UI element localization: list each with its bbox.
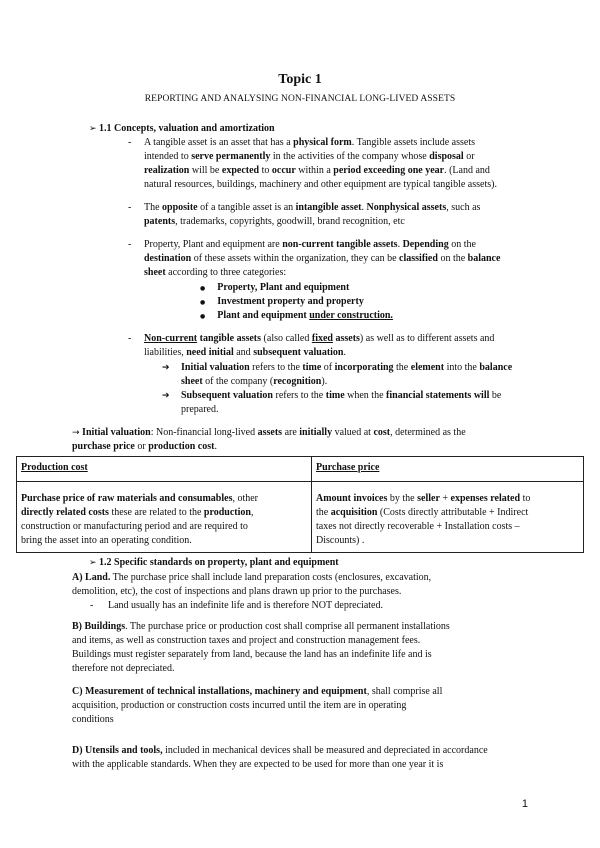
paragraph-line: patents, trademarks, copyrights, goodwill, brand recognition, etc xyxy=(144,216,405,227)
paragraph-line: sheet of the company (recognition). xyxy=(181,376,328,387)
paragraph-line: Non-current tangible assets (also called fixed assets) as well as to different assets and xyxy=(144,333,495,344)
paragraph-line: A tangible asset is an asset that has a physical form. Tangible assets include assets xyxy=(144,137,476,148)
dash-icon: - xyxy=(128,239,132,250)
page-number: 1 xyxy=(521,798,528,810)
list-item: ● Investment property and property xyxy=(200,296,364,307)
paragraph-line: with the applicable standards. When they are expected to be used for more than one year it is xyxy=(72,759,444,770)
paragraph-line: sheet according to three categories: xyxy=(144,267,287,278)
dash-icon: - xyxy=(128,202,132,213)
paragraph-line: demolition, etc), the cost of inspections and plans drawn up prior to the purchases. xyxy=(72,586,402,597)
paragraph-line: intended to serve permanently in the activities of the company whose disposal or xyxy=(144,151,475,162)
paragraph-line: D) Utensils and tools, included in mechanical devices shall be measured and depreciated in accordance xyxy=(72,745,488,756)
paragraph-line: Buildings must register separately from land, because the land has an indefinite life and is xyxy=(72,649,432,660)
paragraph-line: purchase price or production cost. xyxy=(72,441,217,452)
dash-icon: - xyxy=(90,600,94,611)
table-header-cell: Production cost xyxy=(17,457,312,482)
paragraph-line: Subsequent valuation refers to the time when the financial statements will be xyxy=(181,390,502,401)
cost-comparison-table xyxy=(16,456,584,553)
page-subtitle: REPORTING AND ANALYSING NON-FINANCIAL LONG-LIVED ASSETS xyxy=(144,94,456,104)
list-item: ● Plant and equipment under construction. xyxy=(200,310,393,321)
paragraph-line: acquisition, production or construction costs incurred until the item are in operating xyxy=(72,700,407,711)
arrow-right-icon: ➔ xyxy=(162,391,170,401)
paragraph-line: Property, Plant and equipment are non-current tangible assets. Depending on the xyxy=(144,239,476,250)
list-item: ● Property, Plant and equipment xyxy=(200,282,350,293)
paragraph-line: Initial valuation refers to the time of incorporating the element into the balance xyxy=(181,362,513,373)
paragraph-line: C) Measurement of technical installations, machinery and equipment, shall comprise all xyxy=(72,686,443,697)
paragraph-line: destination of these assets within the organization, they can be classified on the balance xyxy=(144,253,501,264)
paragraph-line: prepared. xyxy=(181,404,219,415)
table-header-row xyxy=(17,457,584,482)
page-title: Topic 1 xyxy=(278,72,322,87)
arrow-bullet-icon: ➢ xyxy=(89,558,97,568)
paragraph-line: natural resources, buildings, machinery and other equipment are typical tangible assets). xyxy=(144,179,497,190)
paragraph-line: realization will be expected to occur within a period exceeding one year. (Land and xyxy=(144,165,490,176)
table-header-cell: Purchase price xyxy=(312,457,584,482)
paragraph-line: A) Land. The purchase price shall include land preparation costs (enclosures, excavation, xyxy=(72,572,432,583)
paragraph-line: → Initial valuation: Non-financial long-lived assets are initially valued at cost, determined as the xyxy=(72,427,466,438)
table-row xyxy=(17,482,584,553)
small-arrow-icon: → xyxy=(72,428,80,438)
paragraph-line: B) Buildings. The purchase price or production cost shall comprise all permanent installations xyxy=(72,621,450,632)
paragraph-line: Land usually has an indefinite life and is therefore NOT depreciated. xyxy=(108,600,383,611)
dash-icon: - xyxy=(128,333,132,344)
bullet-dot-icon: ● xyxy=(200,285,206,292)
paragraph-line: and items, as well as construction taxes and project and construction management fees. xyxy=(72,635,421,646)
bullet-dot-icon: ● xyxy=(200,313,206,320)
dash-icon: - xyxy=(128,137,132,148)
table-cell: Amount invoices by the seller + expenses related to the acquisition (Costs directly attributable + Indirect taxes not directly recoverable + Installation costs – Discounts) . xyxy=(312,482,584,553)
paragraph-line: The opposite of a tangible asset is an intangible asset. Nonphysical assets, such as xyxy=(144,202,481,213)
bullet-dot-icon: ● xyxy=(200,299,206,306)
section-1-1-heading: ➢ 1.1 Concepts, valuation and amortization xyxy=(89,123,275,134)
paragraph-line: conditions xyxy=(72,714,114,725)
table-cell: Purchase price of raw materials and consumables, other directly related costs these are related to the production, construction or manufacturing period and are required to bring the asset into an operating condition. xyxy=(17,482,312,553)
paragraph-line: therefore not depreciated. xyxy=(72,663,175,674)
arrow-bullet-icon: ➢ xyxy=(89,124,97,134)
paragraph-line: liabilities, need initial and subsequent valuation. xyxy=(144,347,346,358)
section-1-2-heading: ➢ 1.2 Specific standards on property, plant and equipment xyxy=(89,557,339,568)
arrow-right-icon: ➔ xyxy=(162,363,170,373)
